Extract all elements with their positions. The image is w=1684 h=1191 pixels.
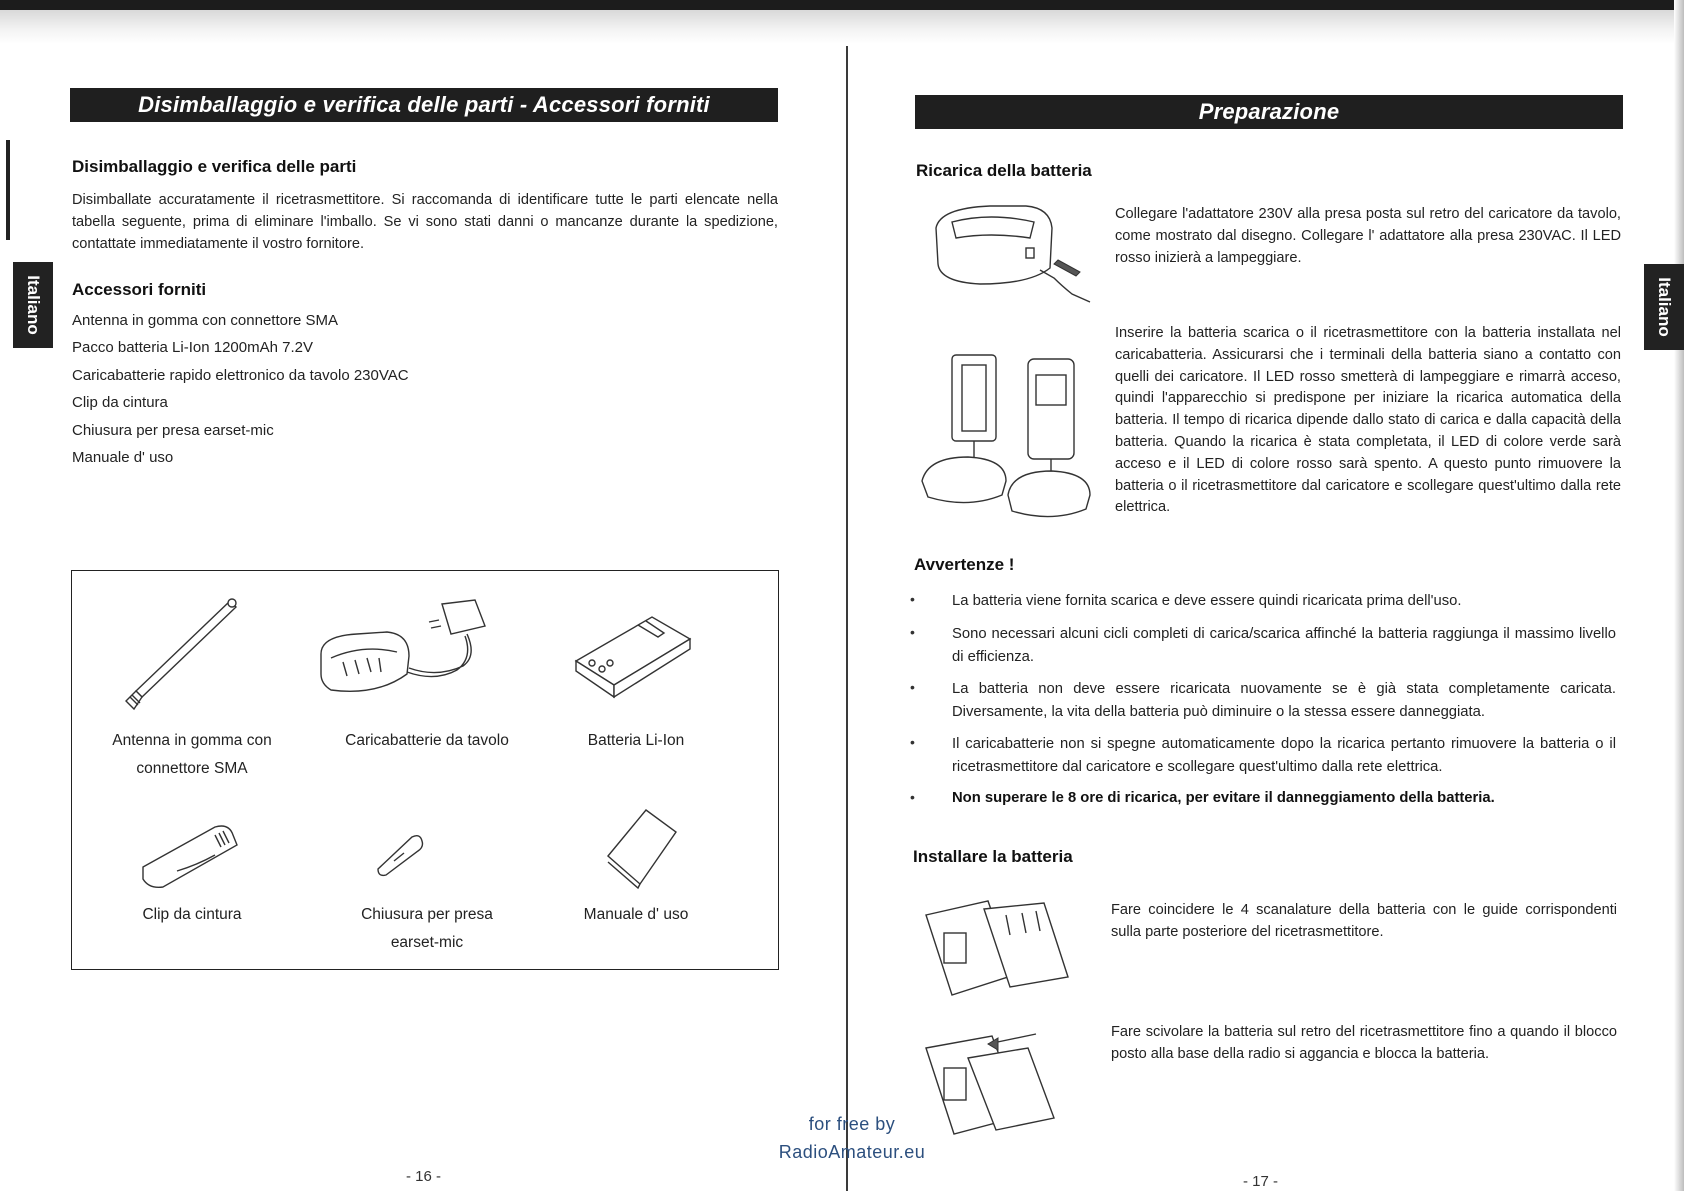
charger-insert-illustration bbox=[918, 345, 1098, 525]
unpacking-title: Disimballaggio e verifica delle parti bbox=[72, 157, 357, 176]
page-number-right: - 17 - bbox=[1243, 1173, 1279, 1190]
scan-top-edge bbox=[0, 0, 1684, 10]
bullet: • bbox=[910, 734, 915, 750]
caption-line: connettore SMA bbox=[136, 760, 248, 777]
caption-line: earset-mic bbox=[390, 934, 464, 951]
watermark bbox=[744, 1110, 960, 1166]
bullet: • bbox=[910, 624, 915, 640]
side-tab-right: Italiano bbox=[1644, 264, 1684, 350]
battery-align-illustration bbox=[918, 895, 1078, 1005]
caption-charger bbox=[317, 727, 537, 755]
list-item: Chiusura per presa earset-mic bbox=[72, 421, 274, 439]
scan-left-mark bbox=[6, 140, 10, 240]
antenna-illustration bbox=[122, 593, 252, 723]
caption-earset-plug bbox=[317, 901, 537, 957]
bullet: • bbox=[910, 789, 915, 805]
watermark-line-2: RadioAmateur.eu bbox=[778, 1142, 926, 1162]
list-item: Antenna in gomma con connettore SMA bbox=[72, 312, 338, 329]
caption-belt-clip bbox=[92, 901, 292, 929]
list-item: Caricabatterie rapido elettronico da tavolo 230VAC bbox=[72, 366, 409, 384]
manual-illustration bbox=[604, 806, 684, 891]
accessories-title: Accessori forniti bbox=[72, 280, 207, 299]
scan-top-shadow bbox=[0, 10, 1684, 44]
caption-line: Manuale d' uso bbox=[583, 906, 689, 923]
earset-plug-illustration bbox=[372, 829, 432, 879]
side-tab-left: Italiano bbox=[13, 262, 53, 348]
bullet: • bbox=[910, 679, 915, 695]
list-item: Manuale d' uso bbox=[72, 449, 174, 467]
accessories-list bbox=[72, 307, 409, 471]
caption-line: Batteria Li-Ion bbox=[587, 732, 685, 749]
charging-para-2: Inserire la batteria scarica o il ricetrasmettitore con la batteria installata nel caricabatteria. Assicurarsi che i terminali della batteria siano a contatto con quelli dei caricatore. Il LED rosso smetterà di lampeggiare e rimarrà acceso, quindi l'apparecchio si predispone per iniziare la ricarica automatica della batteria. Il tempo di ricarica dipende dallo stato di carica e dalla capacità della batteria. Quando la ricarica è stata completata, il LED di colore verde sarà acceso e il LED di colore rosso sarà spento. A questo punto rimuovere la batteria o il ricetrasmettitore dal caricatore e scollegare quest'ultimo dalla rete elettrica. bbox=[1115, 325, 1621, 516]
charging-title: Ricarica della batteria bbox=[916, 161, 1092, 180]
install-para-2: Fare scivolare la batteria sul retro del ricetrasmettitore fino a quando il blocco posto alla base della radio si aggancia e blocca la batteria. bbox=[1111, 1024, 1617, 1062]
left-page-banner: Disimballaggio e verifica delle parti - Accessori forniti bbox=[70, 88, 778, 122]
caption-line: Clip da cintura bbox=[142, 906, 242, 923]
list-item: Clip da cintura bbox=[72, 394, 168, 412]
scan-right-edge bbox=[1674, 0, 1684, 1191]
install-title: Installare la batteria bbox=[913, 847, 1073, 866]
page-number-left: - 16 - bbox=[406, 1168, 442, 1185]
charger-adapter-illustration bbox=[930, 198, 1100, 306]
accessories-box bbox=[71, 570, 779, 970]
warning-item: La batteria viene fornita scarica e deve essere quindi ricaricata prima dell'uso. bbox=[952, 593, 1462, 609]
bullet: • bbox=[910, 591, 915, 607]
warning-item-bold: Non superare le 8 ore di ricarica, per evitare il danneggiamento della batteria. bbox=[952, 790, 1495, 806]
caption-line: Antenna in gomma con bbox=[112, 732, 272, 749]
caption-line: Chiusura per presa bbox=[361, 906, 493, 923]
list-item: Pacco batteria Li-Ion 1200mAh 7.2V bbox=[72, 339, 313, 357]
caption-manual bbox=[536, 901, 736, 929]
warning-item: Il caricabatterie non si spegne automaticamente dopo la ricarica pertanto rimuovere la batteria o il ricetrasmettitore dal caricatore e scollegare quest'ultimo dalla rete elettrica. bbox=[952, 736, 1616, 775]
caption-line: Caricabatterie da tavolo bbox=[345, 732, 509, 749]
right-page-banner: Preparazione bbox=[915, 95, 1623, 129]
battery-illustration bbox=[572, 611, 702, 706]
caption-antenna bbox=[92, 727, 292, 783]
charging-para-1: Collegare l'adattatore 230V alla presa posta sul retro del caricatore da tavolo, come mostrato dal disegno. Collegare l' adattatore alla presa 230VAC. Il LED rosso inizierà a lampeggiare. bbox=[1115, 206, 1621, 266]
book-spine bbox=[846, 46, 848, 1191]
desktop-charger-illustration bbox=[317, 596, 507, 711]
warning-item: La batteria non deve essere ricaricata nuovamente se è già stata completamente caricata. Diversamente, la vita della batteria può diminuire o la stessa essere danneggiata. bbox=[952, 681, 1616, 720]
belt-clip-illustration bbox=[137, 821, 247, 891]
caption-battery bbox=[536, 727, 736, 755]
watermark-line-1: for free by bbox=[808, 1114, 896, 1134]
warnings-title: Avvertenze ! bbox=[914, 555, 1015, 574]
install-para-1: Fare coincidere le 4 scanalature della batteria con le guide corrispondenti sulla parte posteriore del ricetrasmettitore. bbox=[1111, 902, 1617, 940]
warning-item: Sono necessari alcuni cicli completi di carica/scarica affinché la batteria raggiunga il massimo livello di efficienza. bbox=[952, 626, 1616, 665]
unpacking-text: Disimballate accuratamente il ricetrasmettitore. Si raccomanda di identificare tutte le parti elencate nella tabella seguente, prima di eliminare l'imballo. Se vi sono stati danni o mancanze durante la spedizione, contattate immediatamente il vostro fornitore. bbox=[72, 192, 778, 252]
